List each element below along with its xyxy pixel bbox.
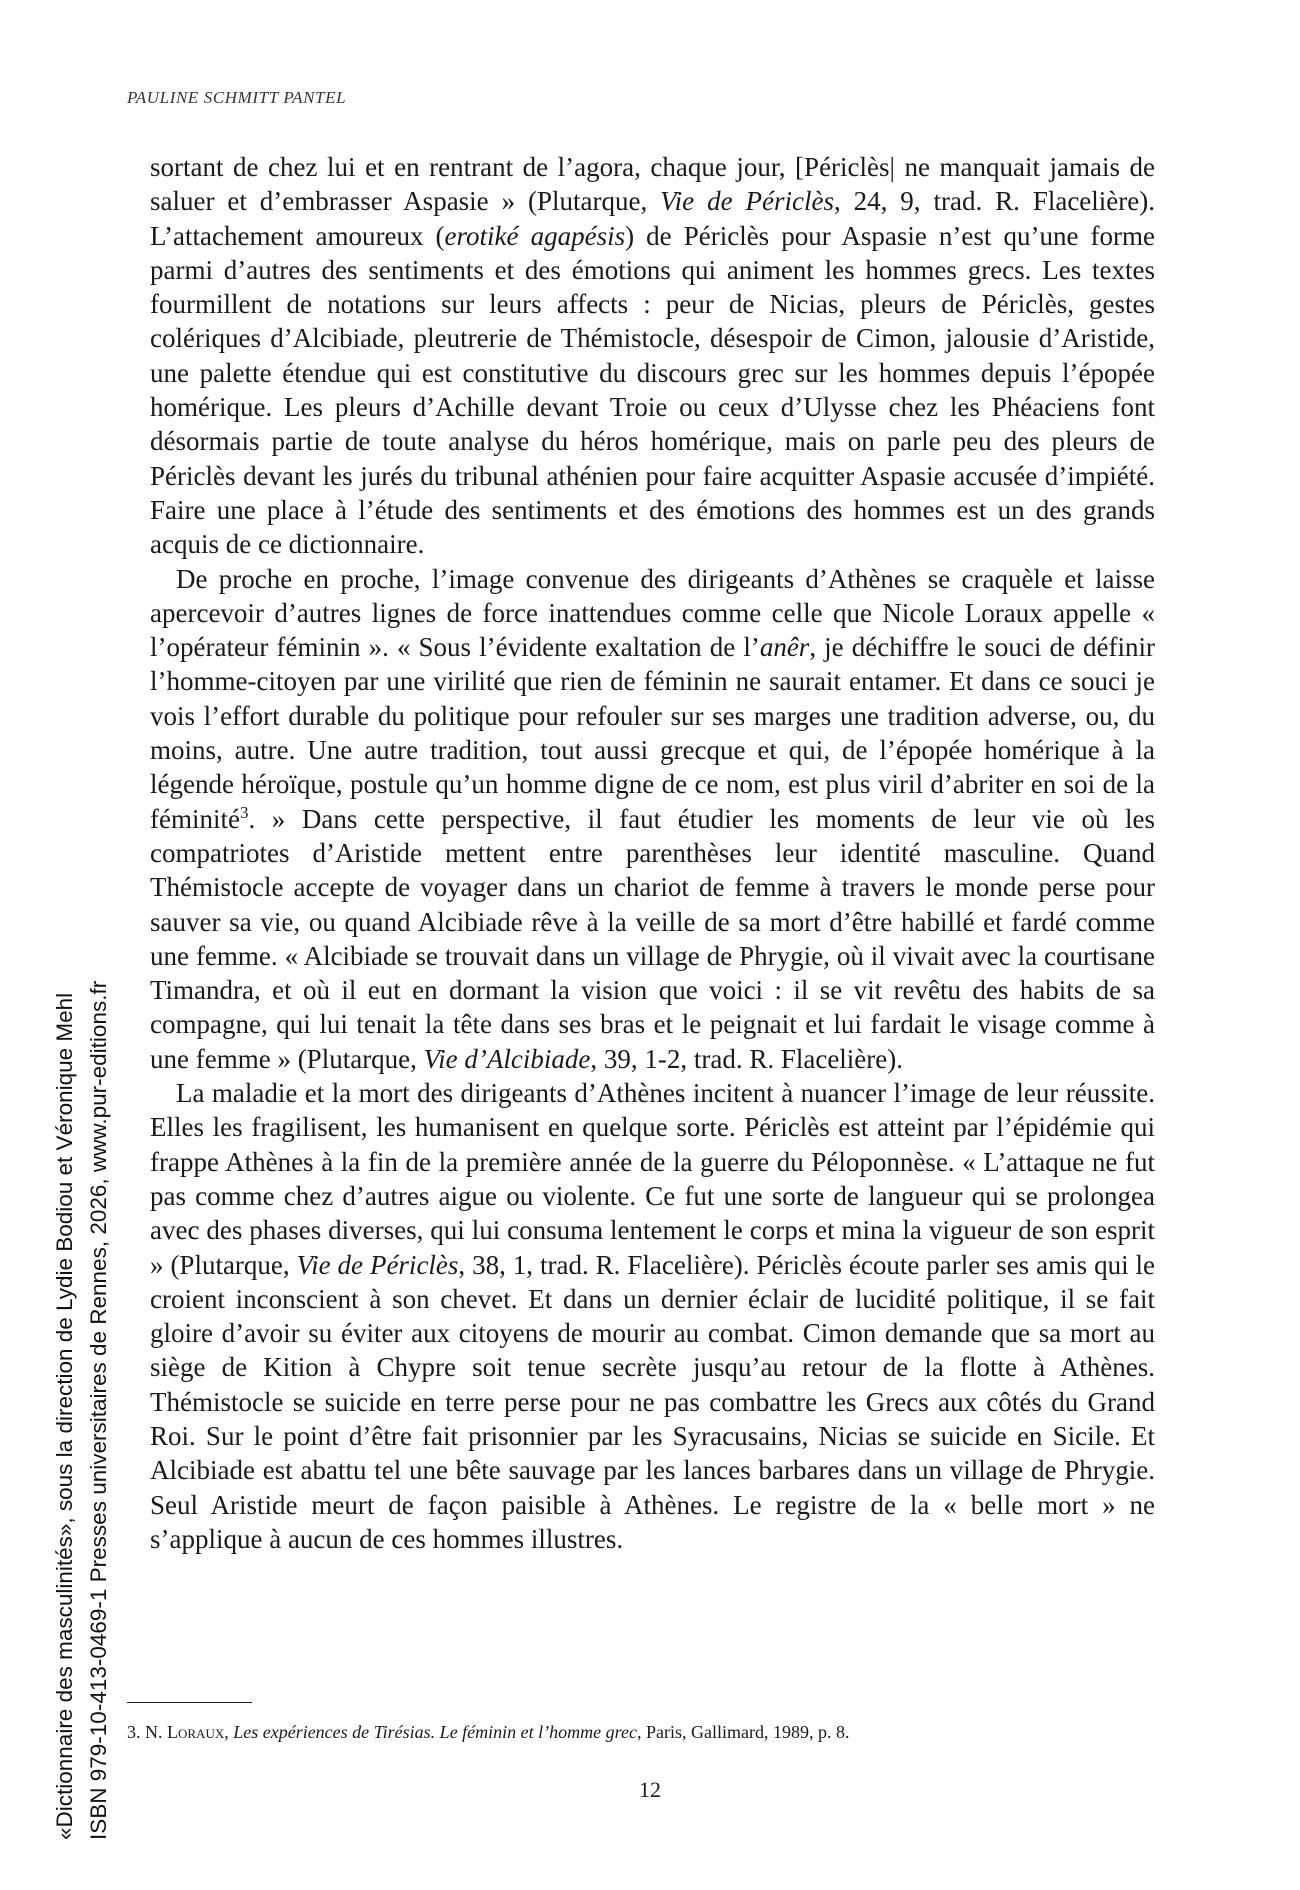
italic-term: erotiké agapésis	[444, 220, 626, 251]
text-run: La maladie et la mort des dirigeants d’Athènes incitent à nuancer l’image de leur réussite. Elles les fragilisent, les humanisent en quelque sorte. Périclès est atteint par l’épidémie qui frappe Athènes à la fin de la première année de la guerre du Péloponnèse. « L’attaque ne fut pas comme chez d’autres aigue ou violente. Ce fut une sorte de langueur qui se prolongea avec des phases diverses, qui lui consuma lentement le corps et mina la vigueur de son esprit » (Plutarque,	[150, 1078, 1155, 1280]
running-head: PAULINE SCHMITT PANTEL	[127, 88, 347, 107]
italic-title: Vie de Périclès	[296, 1249, 459, 1280]
text-run: . » Dans cette perspective, il faut étudier les moments de leur vie où les compatriotes d’Aristide mettent entre parenthèses leur identité masculine. Quand Thémistocle accepte de voyager dans un chariot de femme à travers le monde perse pour sauver sa vie, ou quand Alcibiade rêve à la veille de sa mort d’être habillé et fardé comme une femme. « Alcibiade se trouvait dans un village de Phrygie, où il vivait avec la courtisane Timandra, et où il eut en dormant la vision que voici : il se vit revêtu des habits de sa compagne, qui lui tenait la tête dans ses bras et le peignait et lui fardait le visage comme à une femme » (Plutarque,	[150, 803, 1155, 1074]
text-run: , 38, 1, trad. R. Flacelière). Périclès écoute parler ses amis qui le croient inconscient à son chevet. Et dans un dernier éclair de lucidité politique, il se fait gloire d’avoir su éviter aux citoyens de mourir au combat. Cimon demande que sa mort au siège de Kition à Chypre soit tenue secrète jusqu’au retour de la flotte à Athènes. Thémistocle se suicide en terre perse pour ne pas combattre les Grecs aux côtés du Grand Roi. Sur le point d’être fait prisonnier par les Syracusains, Nicias se suicide en Sicile. Et Alcibiade est abattu tel une bête sauvage par les lances barbares dans un village de Phrygie. Seul Aristide meurt de façon paisible à Athènes. Le registre de la « belle mort » ne s’applique à aucun de ces hommes illustres.	[150, 1249, 1155, 1554]
footnote-reference[interactable]: 3	[239, 802, 249, 822]
text-run: ) de Périclès pour Aspasie n’est qu’une forme parmi d’autres des sentiments et des émotions qui animent les hommes grecs. Les textes fourmillent de notations sur leurs affects : peur de Nicias, pleurs de Périclès, gestes colériques d’Alcibiade, pleutrerie de Thémistocle, désespoir de Cimon, jalousie d’Aristide, une palette étendue qui est constitutive du discours grec sur les hommes depuis l’épopée homérique. Les pleurs d’Achille devant Troie ou ceux d’Ulysse chez les Phéaciens font désormais partie de toute analyse du héros homérique, mais on parle peu des pleurs de Périclès devant les jurés du tribunal athénien pour faire acquitter Aspasie accusée d’impiété. Faire une place à l’étude des sentiments et des émotions des hommes est un des grands acquis de ce dictionnaire.	[150, 220, 1155, 560]
paragraph-1	[150, 150, 1155, 562]
text-run: , 39, 1-2, trad. R. Flacelière).	[590, 1043, 904, 1074]
italic-title: Vie de Périclès	[660, 186, 834, 217]
text-run: , Paris, Gallimard, 1989, p. 8.	[636, 1722, 850, 1742]
footnote-divider	[127, 1702, 252, 1703]
text-run: , je déchiffre le souci de définir l’homme-citoyen par une virilité que rien de féminin ne saurait entamer. Et dans ce souci je vois l’effort durable du politique pour refouler sur ses marges une tradition adverse, ou, du moins, autre. Une autre tradition, tout aussi grecque et qui, de l’épopée homérique à la légende héroïque, postule qu’un homme digne de ce nom, est plus viril d’abriter en soi de la féminité	[150, 632, 1156, 834]
footnote-number: 3. N.	[127, 1722, 167, 1742]
text-run: ,	[224, 1722, 234, 1742]
paragraph-3	[150, 1076, 1155, 1556]
text-run: , 24, 9, trad. R. Flacelière). L’attachement amoureux (	[150, 186, 1155, 251]
italic-term: anêr	[759, 632, 810, 663]
side-copyright-notice	[48, 840, 116, 1840]
italic-title: Vie d’Alcibiade	[423, 1043, 591, 1074]
page-number: 12	[639, 1777, 661, 1802]
text-run: sortant de chez lui et en rentrant de l’agora, chaque jour, [Périclès| ne manquait jamais de saluer et d’embrasser Aspasie » (Plutarque,	[150, 152, 1155, 217]
footnote-title: Les expériences de Tirésias. Le féminin et l’homme grec	[233, 1722, 637, 1742]
text-run: De proche en proche, l’image convenue des dirigeants d’Athènes se craquèle et laisse apercevoir d’autres lignes de force inattendues comme celle que Nicole Loraux appelle « l’opérateur féminin ». « Sous l’évidente exaltation de l’	[150, 563, 1155, 663]
footnote	[127, 1720, 849, 1744]
footnote-author: Loraux	[167, 1722, 225, 1742]
side-notice-line-2: ISBN 979-10-413-0469-1 Presses universitaires de Rennes, 2026, www.pur-editions.fr	[86, 980, 111, 1840]
side-notice-line-1: «Dictionnaire des masculinités», sous la direction de Lydie Bodiou et Véronique Mehl	[52, 992, 77, 1840]
paragraph-2	[150, 562, 1155, 1076]
body-text	[150, 150, 1155, 1556]
